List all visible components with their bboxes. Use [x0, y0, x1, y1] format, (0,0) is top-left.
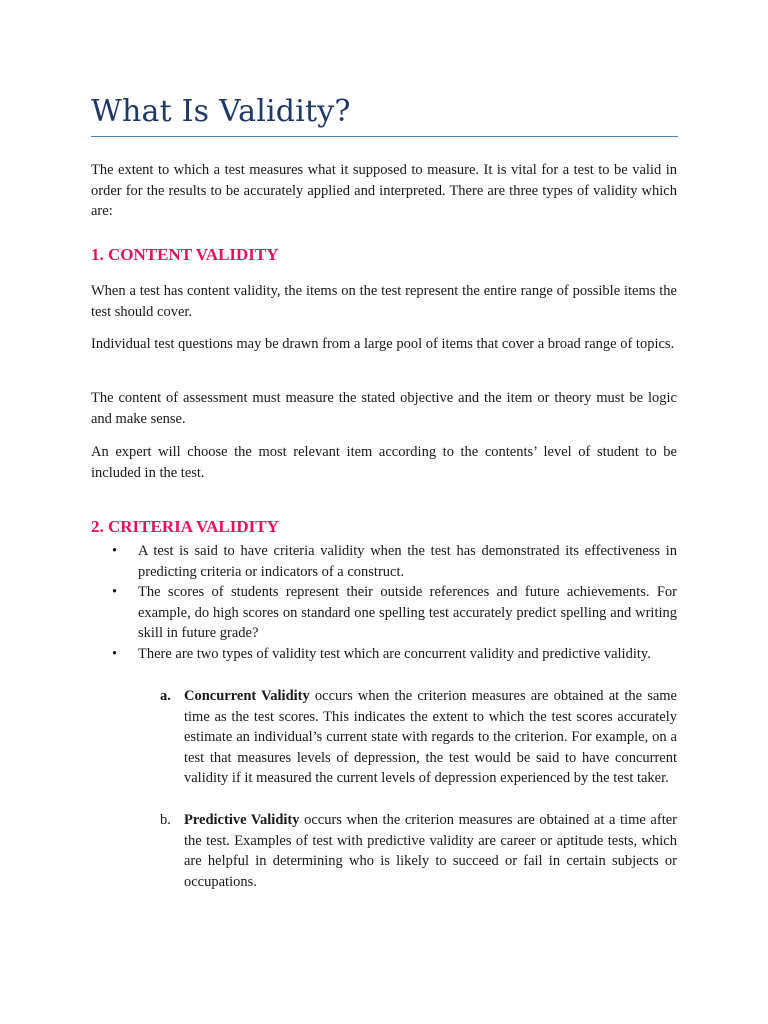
list-item	[160, 686, 677, 789]
validity-subtype-list	[160, 810, 677, 892]
list-marker: b.	[160, 812, 171, 828]
list-item	[112, 541, 677, 582]
list-item-text: A test is said to have criteria validity when the test has demonstrated its effectiveness in predicting criteria or indicators of a construct.	[138, 543, 677, 580]
content-paragraph: An expert will choose the most relevant item according to the contents’ level of student to be included in the test.	[91, 444, 677, 481]
term-label: Concurrent Validity	[184, 688, 310, 704]
list-item-text: occurs when the criterion measures are obtained at a time after the test. Examples of test with predictive validity are career or aptitude tests, which are helpful in determining who is likely to succeed or fail in certain subjects or occupations.	[184, 812, 677, 890]
bullet-icon: •	[112, 584, 118, 600]
list-item-text: occurs when the criterion measures are obtained at the same time as the test scores. This indicates the extent to which the test scores accurately estimate an individual’s current state with regards to the criterion. For example, on a test that measures levels of depression, the test would be said to have concurrent validity if it measured the current levels of depression experienced by the test taker.	[184, 688, 677, 786]
content-paragraph: Individual test questions may be drawn from a large pool of items that cover a broad range of topics.	[91, 336, 675, 352]
validity-subtype-list	[160, 686, 677, 789]
section-heading-content-validity: 1. CONTENT VALIDITY	[91, 245, 279, 264]
list-item	[160, 810, 677, 892]
page-title: What Is Validity?	[91, 94, 351, 129]
list-marker: a.	[160, 688, 171, 704]
criteria-bullet-list	[112, 541, 677, 664]
list-item-text: There are two types of validity test which are concurrent validity and predictive validity.	[138, 645, 651, 662]
content-paragraph: When a test has content validity, the items on the test represent the entire range of possible items the test should cover.	[91, 283, 677, 320]
intro-paragraph: The extent to which a test measures what it supposed to measure. It is vital for a test to be valid in order for the results to be accurately applied and interpreted. There are three types of validity which are:	[91, 162, 677, 219]
bullet-icon: •	[112, 543, 118, 559]
list-item	[112, 644, 677, 665]
list-item	[112, 582, 677, 644]
term-label: Predictive Validity	[184, 812, 300, 828]
list-item-text: The scores of students represent their outside references and future achievements. For example, do high scores on standard one spelling test accurately predict spelling and writing skill in future grade?	[138, 584, 677, 641]
title-underline	[91, 136, 678, 137]
bullet-icon: •	[112, 645, 118, 662]
content-paragraph: The content of assessment must measure the stated objective and the item or theory must be logic and make sense.	[91, 390, 677, 427]
section-heading-criteria-validity: 2. CRITERIA VALIDITY	[91, 517, 279, 536]
